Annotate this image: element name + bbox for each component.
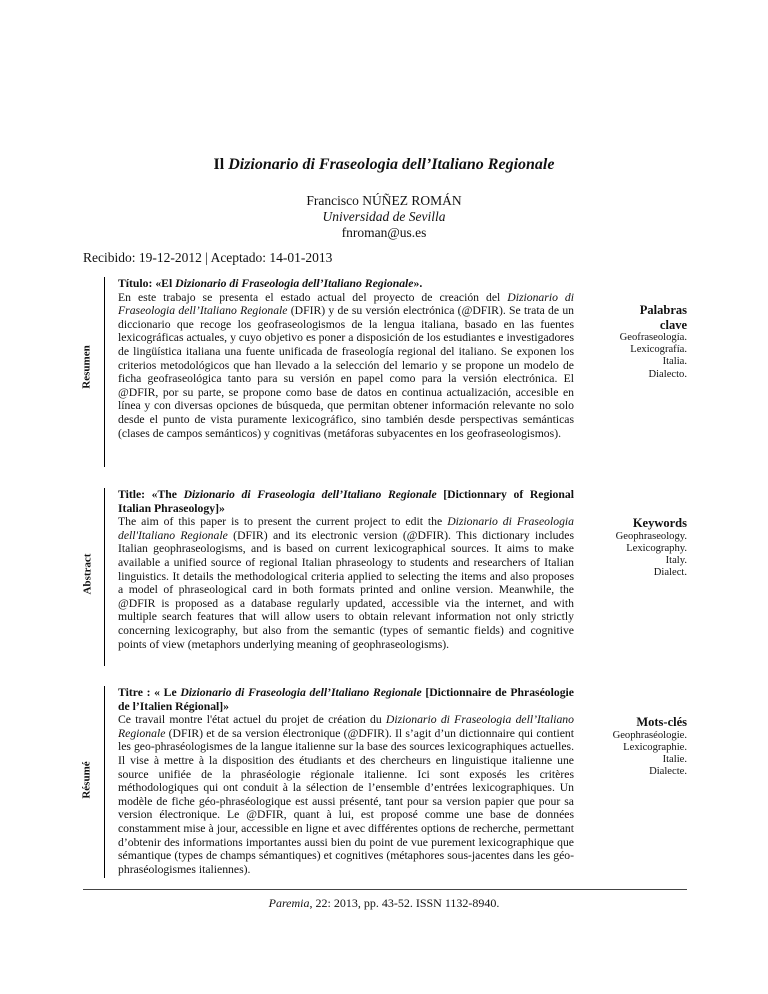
resume-heading: Titre : « Le Dizionario di Fraseologia dell’Italiano Regionale [Dictionnaire de Phraséologie de l’Italien Régional]» [118,686,574,713]
abstract-heading: Title: «The Dizionario di Fraseologia dell’Italiano Regionale [Dictionnary of Regional Italian Phraseology]» [118,488,574,515]
resume-label: Résumé [80,761,93,799]
abstract-keywords [587,516,687,579]
resumen-keywords: Palabras clave Geofraseología. Lexicografía. Italia. Dialecto. [587,303,687,381]
author-affiliation: Universidad de Sevilla [322,209,446,224]
keyword: Italy. [665,554,687,566]
author-block [0,193,768,241]
abstract-body [118,488,574,651]
resume-keywords-heading: Mots-clés [636,715,687,729]
resume-section [80,686,687,878]
resume-text: Ce travail montre l'état actuel du projet de création du Dizionario di Fraseologia dell’Italiano Regionale (DFIR) et de sa version électronique (@DFIR). Il s’agit d’un dictionnaire qui contient les geo-phraséologismes de la langue italienne sur la base des sources lexicographiques actuelles. Il vise à mettre à la disposition des étudiants et des chercheurs en linguistique italienne une source unifiée de la phraséologie régionale italienne. Ici sont exposés les critères méthodologiques qui ont conduit à la sélection de l’ensemble d’entrées lexicographiques. Un modèle de fiche géo-phraséologique est aussi présenté, tant pour sa version papier que pour sa version électronique. Le @DFIR, quant à lui, est proposé comme une base de données constamment mise à jour, accessible en ligne et avec différentes options de recherche, permettant d’obtenir des informations importantes aussi bien du point de vue purement lexicographique que sémantique (types de champs sémantiques) et cognitives (métaphores sous-jacentes dans les géo-phraséologismes italiennes). [118,713,574,876]
title-prefix: Il [213,156,229,173]
resumen-section [80,277,687,467]
abstract-section [83,488,687,666]
author-email: fnroman@us.es [341,225,427,240]
keyword: Dialecto. [648,368,687,380]
author-name: Francisco NÚÑEZ ROMÁN [306,193,462,208]
abstract-label: Abstract [81,553,94,595]
keyword: Dialect. [653,567,687,579]
resumen-keywords-heading: Palabras [639,303,687,317]
abstract-keywords-heading: Keywords [632,516,687,530]
abstract-rule [104,488,105,666]
received-accepted-dates: Recibido: 19-12-2012 | Aceptado: 14-01-2013 [83,250,333,265]
keyword: Geophraséologie. [612,729,687,741]
resumen-body [118,277,574,440]
keyword: Lexicography. [626,542,687,554]
keyword: Lexicografía. [630,344,687,356]
resumen-text: En este trabajo se presenta el estado actual del proyecto de creación del Dizionario di Fraseologia dell’Italiano Regionale (DFIR) y de su versión electrónica (@DFIR). Se trata de un diccionario que recoge los geofraseologismos de la lengua italiana, basado en las fuentes lexicográficas actuales, y cuyo objetivo es poner a disposición de los estudiantes e investigadores de lingüística italiana una fuente unificada de fraseología regional del italiano. Se exponen los criterios metodológicos que han llevado a la selección del lemario y se propone un modelo de ficha geofraseológica tanto para su versión en papel como para la versión electrónica. El @DFIR, por su parte, se propone como base de datos en continua actualización, accesible en línea y con diversas opciones de búsqueda, que permitan obtener información relevante no solo desde el punto de vista puramente lexicográfico, sino también desde perspectivas semánticas (clases de campos semánticos) y cognitivas (metáforas subyacentes en los geofraseologismos). [118,290,575,440]
abstract-text: The aim of this paper is to present the current project to edit the Dizionario di Fraseologia dell'Italiano Regionale (DFIR) and its electronic version (@DFIR). This dictionary includes Italian geophraseologisms, and is based on current lexicographical sources. It aims to make available a unified source of regional Italian phraseology to students and researchers of Italian linguistics. It details the methodological criteria applied to selecting the items and also proposes a model of phraseological card in both formats printed and online version. Meanwhile, the @DFIR is proposed as a database regularly updated, accessible via the internet, and with multiple search features that will allow users to obtain relevant information not only strictly concerning lexicography, but also from the semantic (types of semantic fields) and cognitive points of view (metaphors underlying meaning of geophraseologisms). [118,515,575,651]
keyword: Lexicographie. [623,741,687,753]
journal-name: Paremia [268,896,310,910]
title-italic: Dizionario di Fraseologia dell’Italiano Regionale [228,156,555,173]
resume-rule [104,686,105,878]
resume-keywords [587,715,687,778]
article-title [0,156,768,174]
resumen-heading: Título: «El Dizionario di Fraseologia dell’Italiano Regionale». [118,277,423,290]
keyword: Italie. [662,753,687,765]
resumen-rule [104,277,105,467]
keyword: Italia. [662,356,687,368]
resumen-label: Resumen [80,345,93,389]
keyword: Geophraseology. [615,530,687,542]
resume-body [118,686,574,876]
journal-citation: Paremia, 22: 2013, pp. 43-52. ISSN 1132-8940. [268,896,500,910]
keyword: Geofraseología. [619,332,687,343]
footer-rule [83,889,687,890]
keyword: Dialecte. [649,766,687,778]
